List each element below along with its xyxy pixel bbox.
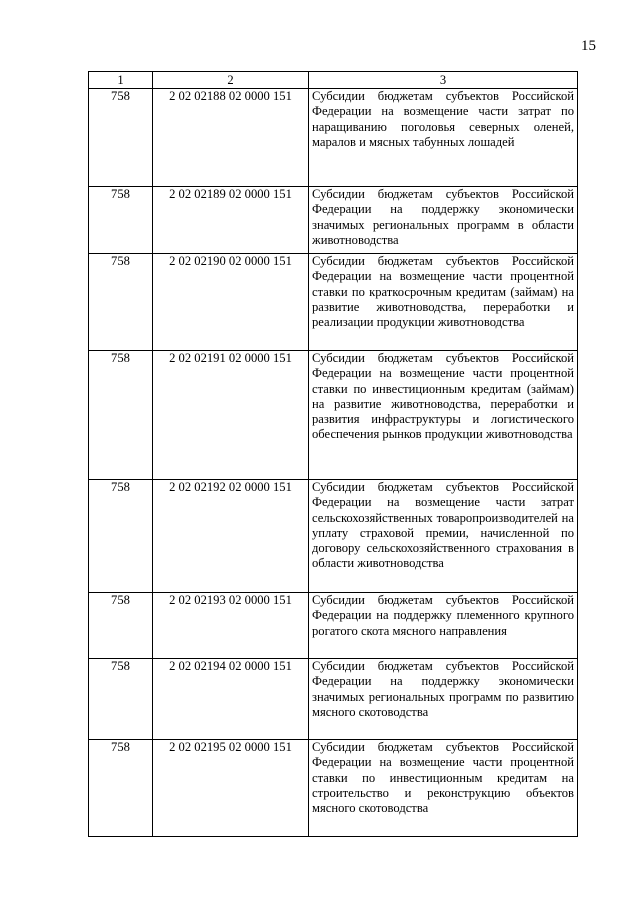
admin-code-cell: 758	[89, 254, 153, 351]
revenue-name-cell	[309, 254, 578, 351]
revenue-name-cell	[309, 89, 578, 187]
page-number: 15	[581, 38, 596, 54]
table-header-row	[89, 72, 578, 89]
table-row	[89, 187, 578, 254]
admin-code-cell: 758	[89, 187, 153, 254]
admin-code-cell: 758	[89, 351, 153, 480]
revenue-code-cell: 2 02 02188 02 0000 151	[153, 89, 309, 187]
revenue-name-cell	[309, 480, 578, 593]
revenue-name-text: Субсидии бюджетам субъектов Российской Федерации на поддержку экономически значимых региональных программ по развитию мясного скотоводства	[312, 659, 574, 719]
revenue-code-cell: 2 02 02189 02 0000 151	[153, 187, 309, 254]
table-row	[89, 480, 578, 593]
admin-code-cell: 758	[89, 740, 153, 837]
revenue-name-text: Субсидии бюджетам субъектов Российской Федерации на возмещение части затрат по наращиванию поголовья северных оленей, маралов и мясных табунных лошадей	[312, 89, 574, 149]
revenue-name-cell	[309, 187, 578, 254]
revenue-code-cell: 2 02 02195 02 0000 151	[153, 740, 309, 837]
table-row	[89, 593, 578, 659]
table-row	[89, 89, 578, 187]
admin-code-cell: 758	[89, 659, 153, 740]
revenue-name-cell	[309, 593, 578, 659]
revenue-name-text: Субсидии бюджетам субъектов Российской Федерации на возмещение части затрат сельскохозяйственных товаропроизводителей на уплату страховой премии, начисленной по договору сельскохозяйственного страхования в области животноводства	[312, 480, 574, 571]
revenue-name-text: Субсидии бюджетам субъектов Российской Федерации на возмещение части процентной ставки по инвестиционным кредитам на строительство и реконструкцию объектов мясного скотоводства	[312, 740, 574, 816]
column-header-2: 2	[153, 72, 309, 89]
table-row	[89, 351, 578, 480]
table-row	[89, 659, 578, 740]
budget-classification-table	[88, 71, 578, 837]
table-row	[89, 254, 578, 351]
admin-code-cell: 758	[89, 89, 153, 187]
admin-code-cell: 758	[89, 480, 153, 593]
revenue-code-cell: 2 02 02190 02 0000 151	[153, 254, 309, 351]
revenue-name-cell	[309, 351, 578, 480]
revenue-name-text: Субсидии бюджетам субъектов Российской Федерации на поддержку экономически значимых региональных программ в области животноводства	[312, 187, 574, 247]
revenue-code-cell: 2 02 02191 02 0000 151	[153, 351, 309, 480]
admin-code-cell: 758	[89, 593, 153, 659]
column-header-1: 1	[89, 72, 153, 89]
revenue-name-cell	[309, 740, 578, 837]
revenue-name-text: Субсидии бюджетам субъектов Российской Федерации на поддержку племенного крупного рогатого скота мясного направления	[312, 593, 574, 638]
revenue-code-cell: 2 02 02192 02 0000 151	[153, 480, 309, 593]
revenue-name-text: Субсидии бюджетам субъектов Российской Федерации на возмещение части процентной ставки по инвестиционным кредитам (займам) на развитие животноводства, переработки и развития инфраструктуры и логистического обеспечения рынков продукции животноводства	[312, 351, 574, 442]
revenue-name-text: Субсидии бюджетам субъектов Российской Федерации на возмещение части процентной ставки по краткосрочным кредитам (займам) на развитие животноводства, переработки и реализации продукции животноводства	[312, 254, 574, 330]
table-row	[89, 740, 578, 837]
revenue-name-cell	[309, 659, 578, 740]
revenue-code-cell: 2 02 02194 02 0000 151	[153, 659, 309, 740]
column-header-3: 3	[309, 72, 578, 89]
revenue-code-cell: 2 02 02193 02 0000 151	[153, 593, 309, 659]
